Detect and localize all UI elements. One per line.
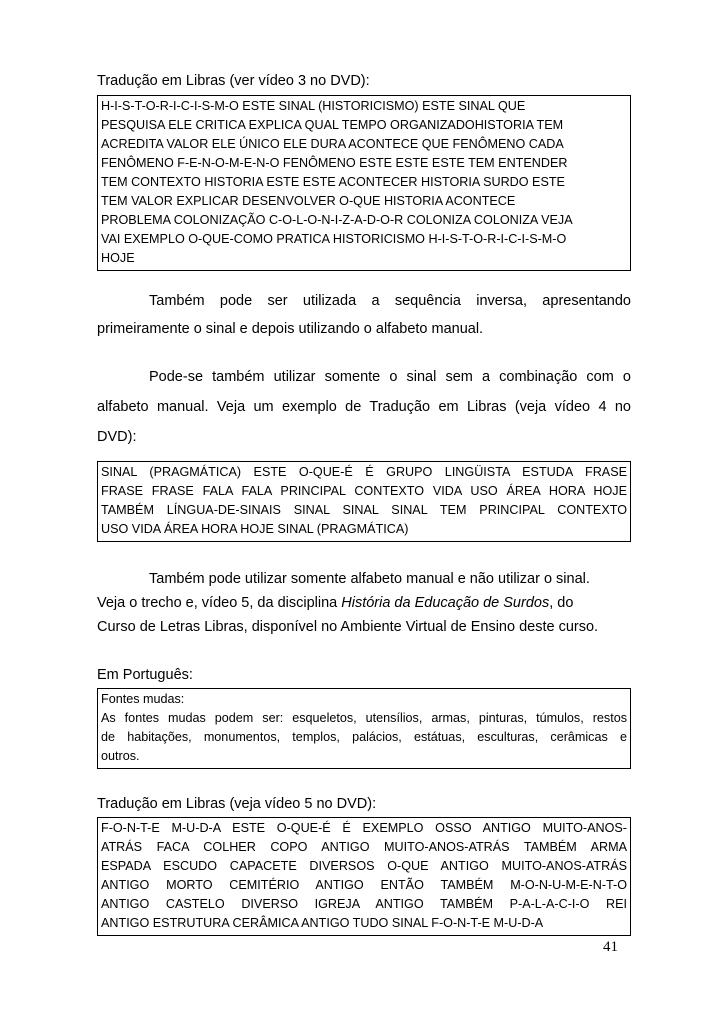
portuguese-box-fontes-mudas: [97, 688, 631, 769]
paragraph-sequencia-inversa: [97, 287, 631, 343]
box-line: TAMBÉM LÍNGUA-DE-SINAIS SINAL SINAL SINAL TEM PRINCIPAL CONTEXTO: [101, 503, 627, 517]
box-line: outros.: [101, 749, 140, 763]
box-line: H-I-S-T-O-R-I-C-I-S-M-O ESTE SINAL (HISTORICISMO) ESTE SINAL QUE: [101, 99, 526, 113]
box-line: PESQUISA ELE CRITICA EXPLICA QUAL TEMPO ORGANIZADOHISTORIA TEM: [101, 118, 564, 132]
box-line: TEM VALOR EXPLICAR DESENVOLVER O-QUE HISTORIA ACONTECE: [101, 194, 516, 208]
box-line: VAI EXEMPLO O-QUE-COMO PRATICA HISTORICISMO H-I-S-T-O-R-I-C-I-S-M-O: [101, 232, 567, 246]
paragraph-line: DVD):: [97, 429, 137, 445]
paragraph-line: primeiramente o sinal e depois utilizando o alfabeto manual.: [97, 321, 484, 337]
box-line: As fontes mudas podem ser: esqueletos, utensílios, armas, pinturas, túmulos, restos: [101, 711, 627, 725]
page-number: 41: [603, 939, 618, 955]
libras-box-pragmatica: [97, 461, 631, 542]
box-line: HOJE: [101, 251, 135, 265]
heading-traducao-video-5: Tradução em Libras (veja vídeo 5 no DVD):: [97, 796, 377, 812]
line-text: Veja o trecho e, vídeo 5, da disciplina: [97, 595, 342, 611]
course-title: História da Educação de Surdos: [341, 595, 550, 611]
box-line: SINAL (PRAGMÁTICA) ESTE O-QUE-É É GRUPO LINGÜISTA ESTUDA FRASE: [101, 465, 627, 479]
box-line: ACREDITA VALOR ELE ÚNICO ELE DURA ACONTECE QUE FENÔMENO CADA: [101, 137, 564, 151]
box-line: PROBLEMA COLONIZAÇÃO C-O-L-O-N-I-Z-A-D-O-R COLONIZA COLONIZA VEJA: [101, 213, 573, 227]
box-line: FRASE FRASE FALA FALA PRINCIPAL CONTEXTO VIDA USO ÁREA HORA HOJE: [101, 484, 627, 498]
box-line: ATRÁS FACA COLHER COPO ANTIGO MUITO-ANOS-ATRÁS TAMBÉM ARMA: [101, 840, 627, 854]
paragraph-somente-sinal: [97, 362, 631, 452]
box-line: ESPADA ESCUDO CAPACETE DIVERSOS O-QUE ANTIGO MUITO-ANOS-ATRÁS: [101, 859, 627, 873]
libras-box-historicismo: [97, 95, 631, 271]
box-line: Fontes mudas:: [101, 692, 185, 706]
box-line: ANTIGO MORTO CEMITÉRIO ANTIGO ENTÃO TAMBÉM M-O-N-U-M-E-N-T-O: [101, 878, 627, 892]
paragraph-line: Também pode utilizar somente alfabeto manual e não utilizar o sinal.: [149, 571, 590, 587]
box-line: USO VIDA ÁREA HORA HOJE SINAL (PRAGMÁTICA): [101, 522, 409, 536]
box-line: ANTIGO ESTRUTURA CERÂMICA ANTIGO TUDO SINAL F-O-N-T-E M-U-D-A: [101, 916, 544, 930]
paragraph-line: Também pode ser utilizada a sequência inversa, apresentando: [149, 293, 631, 309]
paragraph-alfabeto-manual: [97, 567, 631, 639]
heading-em-portugues: Em Português:: [97, 667, 193, 683]
box-line: de habitações, monumentos, templos, palácios, estátuas, esculturas, cerâmicas e: [101, 730, 627, 744]
paragraph-line: [97, 591, 631, 615]
line-text: , do: [549, 595, 574, 611]
paragraph-line: alfabeto manual. Veja um exemplo de Tradução em Libras (veja vídeo 4 no: [97, 399, 631, 415]
heading-traducao-video-3: Tradução em Libras (ver vídeo 3 no DVD):: [97, 73, 370, 89]
box-line: TEM CONTEXTO HISTORIA ESTE ESTE ACONTECER HISTORIA SURDO ESTE: [101, 175, 565, 189]
box-line: FENÔMENO F-E-N-O-M-E-N-O FENÔMENO ESTE ESTE ESTE TEM ENTENDER: [101, 156, 568, 170]
box-line: ANTIGO CASTELO DIVERSO IGREJA ANTIGO TAMBÉM P-A-L-A-C-I-O REI: [101, 897, 627, 911]
paragraph-line: Pode-se também utilizar somente o sinal sem a combinação com o: [149, 369, 631, 385]
paragraph-line: Curso de Letras Libras, disponível no Ambiente Virtual de Ensino deste curso.: [97, 619, 599, 635]
box-line: F-O-N-T-E M-U-D-A ESTE O-QUE-É É EXEMPLO OSSO ANTIGO MUITO-ANOS-: [101, 821, 627, 835]
libras-box-fontes-mudas: [97, 817, 631, 936]
